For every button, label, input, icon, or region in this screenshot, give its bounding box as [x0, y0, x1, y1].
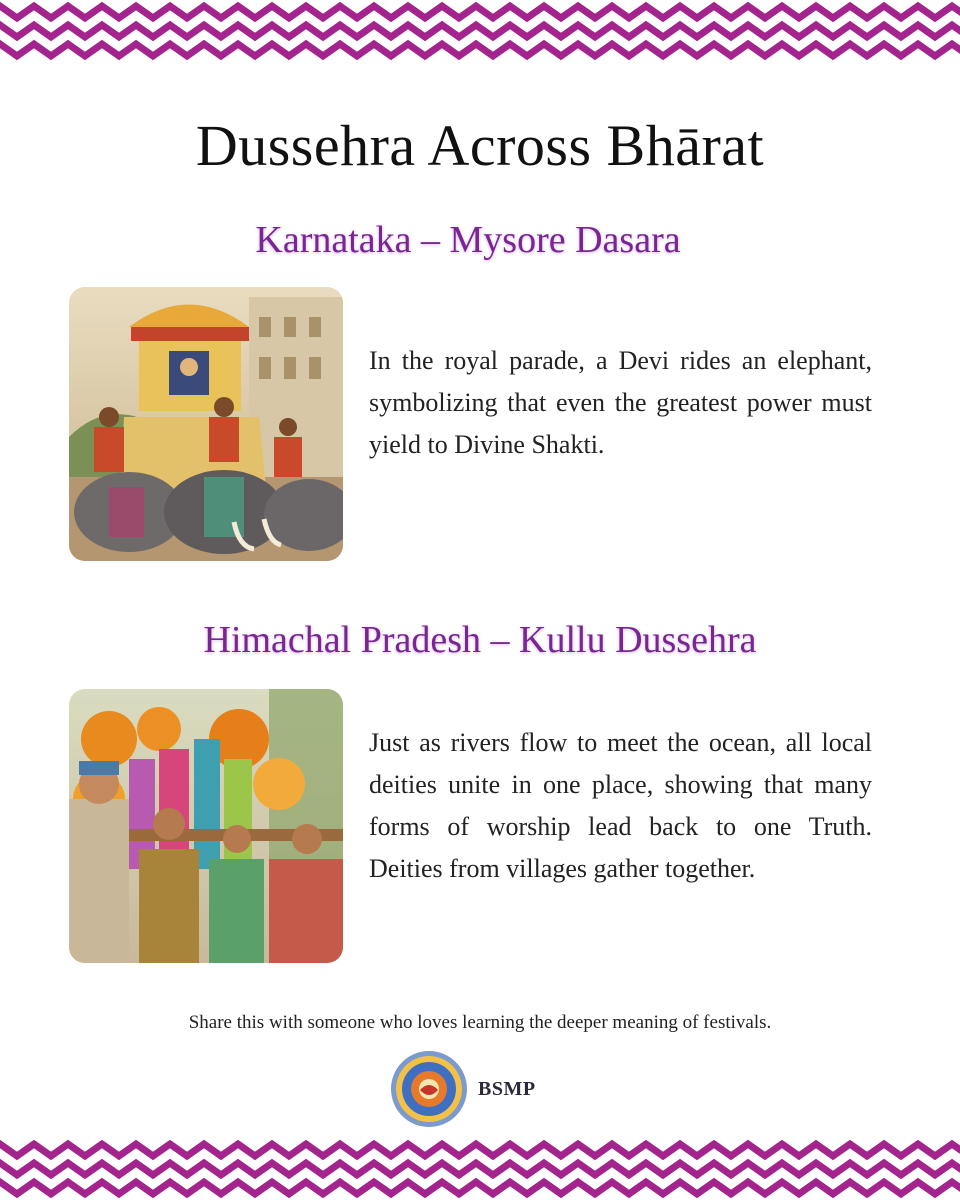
mysore-dasara-image: [69, 287, 343, 561]
palanquin-procession-icon: [69, 689, 343, 963]
page-title: Dussehra Across Bhārat: [195, 113, 765, 178]
section-text-mysore: In the royal parade, a Devi rides an elephant, symbolizing that even the greatest power must yield to Divine Shakti.: [369, 346, 872, 459]
share-text: Share this with someone who loves learning the deeper meaning of festivals.: [188, 1012, 772, 1033]
kullu-dussehra-image: [69, 689, 343, 963]
bsmp-logo: [390, 1050, 468, 1128]
section-heading-mysore: Karnataka – Mysore Dasara: [255, 219, 681, 261]
bsmp-emblem-icon: [390, 1050, 468, 1128]
bottom-zigzag-border: [0, 1138, 960, 1200]
section-heading-kullu: Himachal Pradesh – Kullu Dussehra: [203, 619, 757, 661]
parade-elephant-icon: [69, 287, 343, 561]
section-text-kullu: Just as rivers flow to meet the ocean, all local deities unite in one place, showing that many forms of worship lead back to one Truth. Deities from villages gather together.: [369, 728, 872, 883]
top-zigzag-border: [0, 0, 960, 62]
brand-name: BSMP: [478, 1078, 536, 1100]
